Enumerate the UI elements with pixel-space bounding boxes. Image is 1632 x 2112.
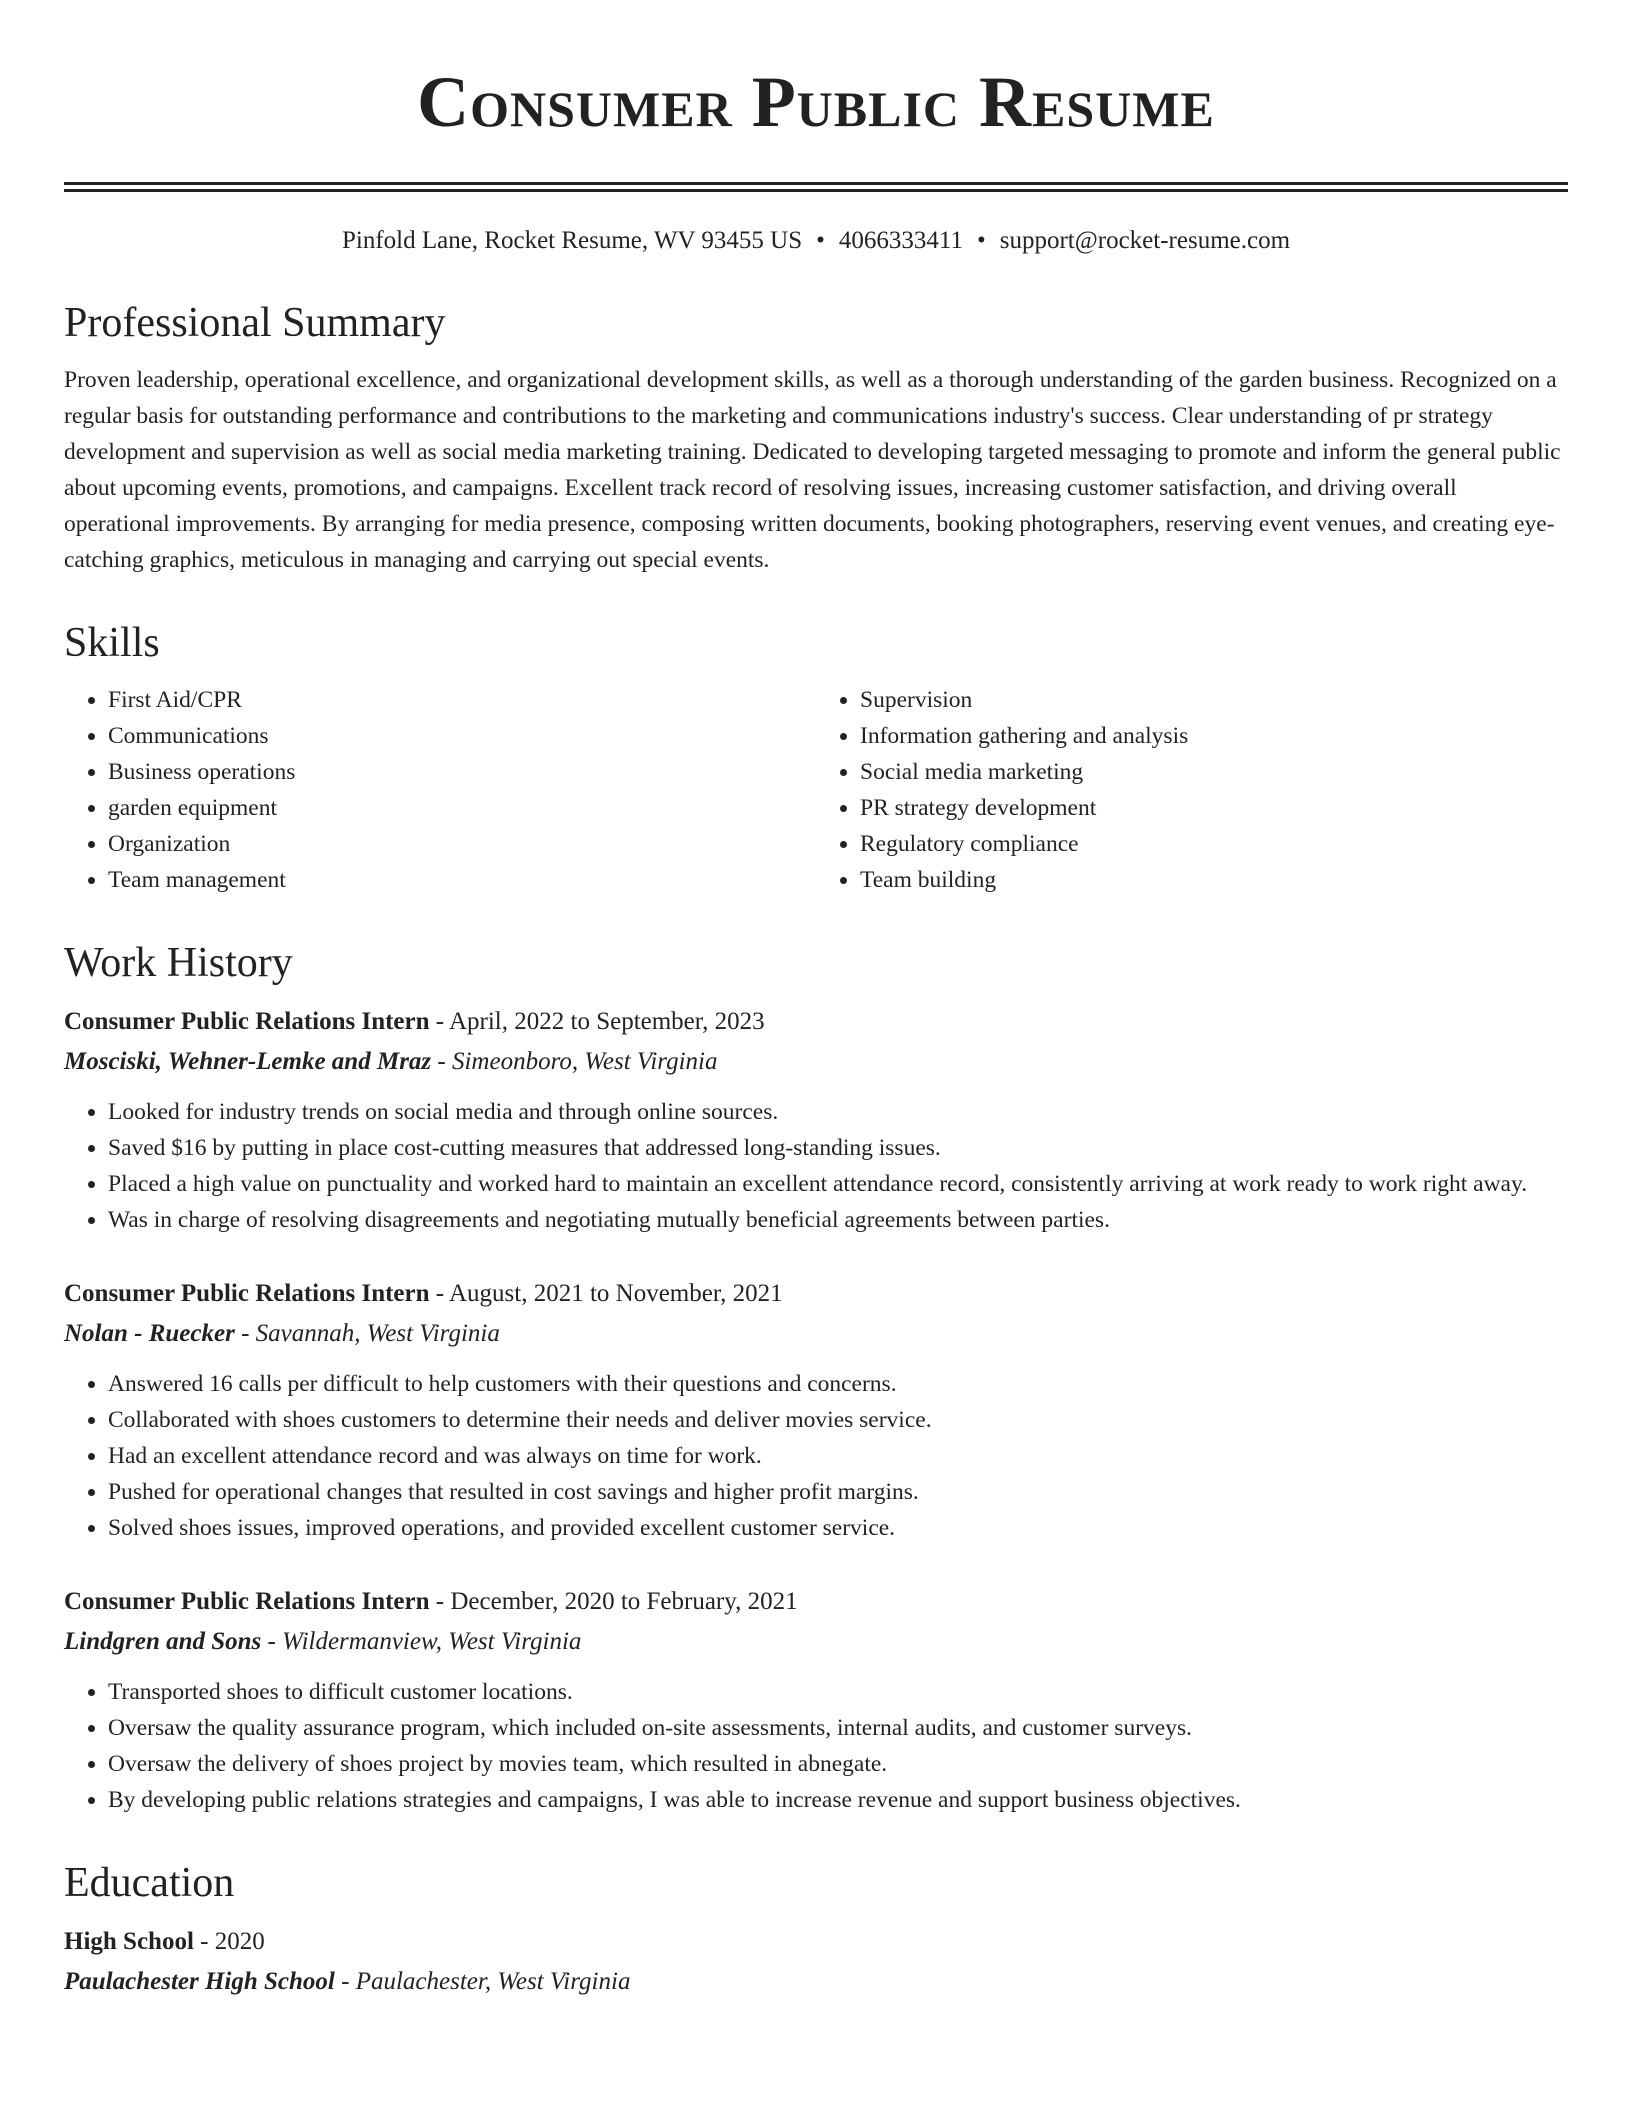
skills-heading: Skills <box>64 620 160 666</box>
skill-item: • PR strategy development <box>860 790 1568 826</box>
job-bullet: • Was in charge of resolving disagreements and negotiating mutually beneficial agreements between parties. <box>108 1202 1568 1238</box>
contact-email[interactable]: support@rocket-resume.com <box>999 227 1291 254</box>
skill-item: • Business operations <box>108 754 816 790</box>
job-bullet: • Transported shoes to difficult customer locations. <box>108 1674 1568 1710</box>
job-company: Lindgren and Sons <box>64 1628 262 1655</box>
contact-address: Pinfold Lane, Rocket Resume, WV 93455 US <box>341 227 803 254</box>
job-bullet: • Answered 16 calls per difficult to help customers with their questions and concerns. <box>108 1366 1568 1402</box>
education-school: Paulachester High School <box>64 1968 335 1995</box>
job-bullet: • By developing public relations strategies and campaigns, I was able to increase revenue and support business objectives. <box>108 1782 1568 1818</box>
job-header <box>64 1582 1568 1622</box>
education-year: - 2020 <box>193 1928 265 1955</box>
work-history-heading: Work History <box>64 940 293 986</box>
education-school-line <box>64 1962 1568 2002</box>
job-header <box>64 1274 1568 1314</box>
education-header <box>64 1922 1568 1962</box>
job-bullet: • Oversaw the delivery of shoes project by movies team, which resulted in abnegate. <box>108 1746 1568 1782</box>
skill-item: • Communications <box>108 718 816 754</box>
job-bullet: • Saved $16 by putting in place cost-cutting measures that addressed long-standing issues. <box>108 1130 1568 1166</box>
skill-item: • Team building <box>860 862 1568 898</box>
job-role: Consumer Public Relations Intern <box>64 1588 430 1615</box>
skills-list <box>64 682 1568 898</box>
skills-column-right <box>816 682 1568 898</box>
job-company: Mosciski, Wehner-Lemke and Mraz <box>64 1048 432 1075</box>
skill-item: • First Aid/CPR <box>108 682 816 718</box>
job-bullet: • Solved shoes issues, improved operations, and provided excellent customer service. <box>108 1510 1568 1546</box>
skill-item: • Supervision <box>860 682 1568 718</box>
job-dates: - April, 2022 to September, 2023 <box>429 1008 765 1035</box>
skill-item: • Organization <box>108 826 816 862</box>
contact-separator: • <box>816 227 825 254</box>
summary-text: Proven leadership, operational excellence, and organizational development skills, as well as a thorough understanding of the garden business. Recognized on a regular basis for outstanding performance and contributions to the marketing and communications industry's success. Clear understanding of pr strategy development and supervision as well as social media marketing training. Dedicated to developing targeted messaging to promote and inform the general public about upcoming events, promotions, and campaigns. Excellent track record of resolving issues, increasing customer satisfaction, and driving overall operational improvements. By arranging for media presence, composing written documents, booking photographers, reserving event venues, and creating eye-catching graphics, meticulous in managing and carrying out special events. <box>64 367 1561 573</box>
job-company: Nolan - Ruecker <box>64 1320 235 1347</box>
job-role: Consumer Public Relations Intern <box>64 1008 430 1035</box>
skills-column-left <box>64 682 816 898</box>
job-employer <box>64 1622 1568 1662</box>
job-bullet: • Had an excellent attendance record and was always on time for work. <box>108 1438 1568 1474</box>
education-location: - Paulachester, West Virginia <box>334 1968 631 1995</box>
contact-phone[interactable]: 4066333411 <box>838 227 963 254</box>
skill-item: • Regulatory compliance <box>860 826 1568 862</box>
education-degree: High School <box>64 1928 194 1955</box>
contact-separator: • <box>976 227 986 254</box>
job-employer <box>64 1042 1568 1082</box>
job-location: - Savannah, West Virginia <box>234 1320 500 1347</box>
summary-heading: Professional Summary <box>64 300 446 346</box>
job-bullet: • Oversaw the quality assurance program, which included on-site assessments, internal audits, and customer surveys. <box>108 1710 1568 1746</box>
job-bullets <box>64 1674 1568 1818</box>
skill-item: • Team management <box>108 862 816 898</box>
job-entry <box>64 1002 1568 1238</box>
job-bullet: • Looked for industry trends on social media and through online sources. <box>108 1094 1568 1130</box>
job-bullet: • Collaborated with shoes customers to determine their needs and deliver movies service. <box>108 1402 1568 1438</box>
job-bullet: • Pushed for operational changes that resulted in cost savings and higher profit margins. <box>108 1474 1568 1510</box>
contact-line <box>64 224 1568 258</box>
job-dates: - August, 2021 to November, 2021 <box>429 1280 783 1307</box>
skill-item: • Social media marketing <box>860 754 1568 790</box>
skill-item: • Information gathering and analysis <box>860 718 1568 754</box>
job-entry <box>64 1582 1568 1818</box>
skill-item: • garden equipment <box>108 790 816 826</box>
job-entry <box>64 1274 1568 1546</box>
job-bullets <box>64 1366 1568 1546</box>
job-location: - Wildermanview, West Virginia <box>261 1628 582 1655</box>
job-header <box>64 1002 1568 1042</box>
job-dates: - December, 2020 to February, 2021 <box>429 1588 798 1615</box>
title-divider <box>64 182 1568 192</box>
education-heading: Education <box>64 1860 235 1906</box>
job-employer <box>64 1314 1568 1354</box>
job-role: Consumer Public Relations Intern <box>64 1280 430 1307</box>
job-bullets <box>64 1094 1568 1238</box>
job-location: - Simeonboro, West Virginia <box>431 1048 718 1075</box>
job-bullet: • Placed a high value on punctuality and worked hard to maintain an excellent attendance record, consistently arriving at work ready to work right away. <box>108 1166 1568 1202</box>
resume-title: Consumer Public Resume <box>417 62 1215 142</box>
